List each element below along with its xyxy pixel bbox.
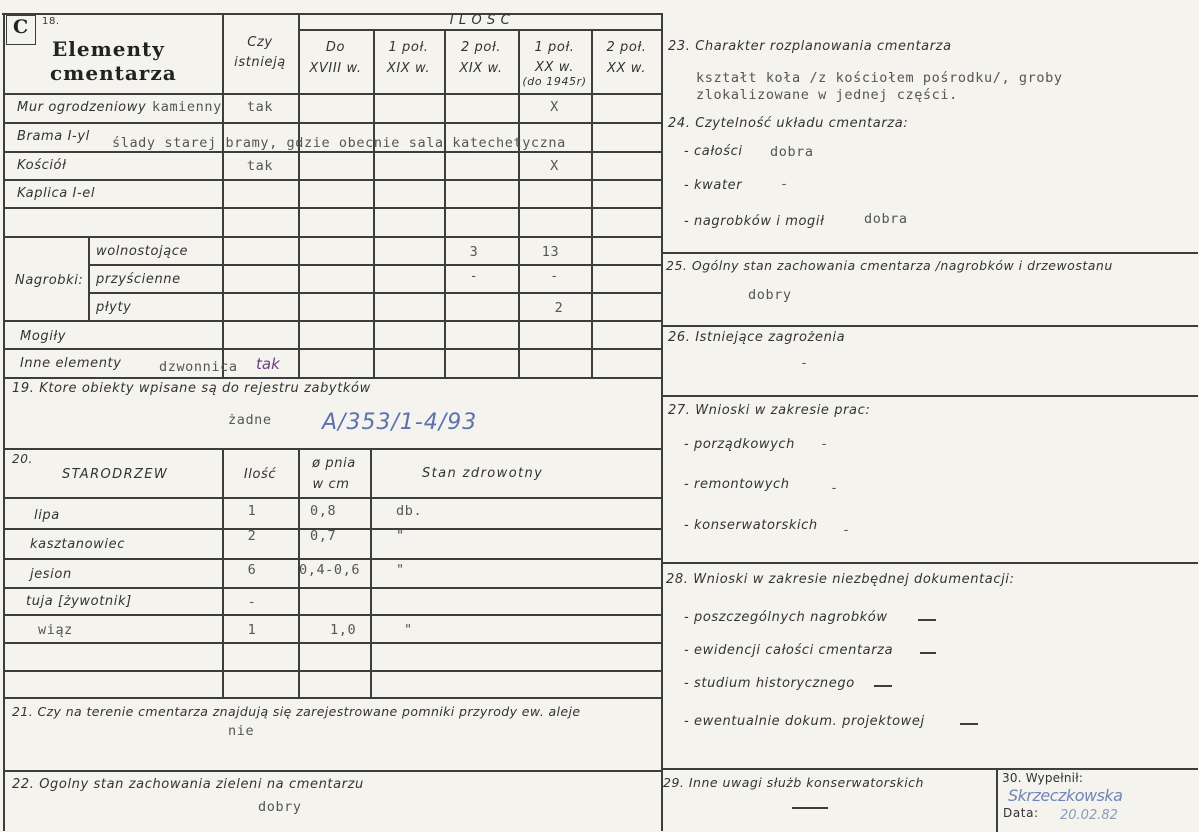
section-26-value: - xyxy=(800,355,809,371)
section-28-a: - poszczególnych nagrobków xyxy=(684,610,888,625)
col-1xx-header-1: 1 poł. xyxy=(534,40,575,55)
rule xyxy=(3,770,662,772)
section-23-value-line2: zlokalizowane w jednej części. xyxy=(696,87,958,103)
rule xyxy=(88,292,662,294)
col-1xx-header-3: (do 1945r) xyxy=(522,75,587,88)
rule xyxy=(662,252,1198,254)
tree-name: wiąz xyxy=(38,622,73,638)
section-30-date-label: Data: xyxy=(1003,806,1039,820)
rule xyxy=(996,768,998,832)
section-24-c-label: - nagrobków i mogił xyxy=(684,214,825,229)
rule xyxy=(3,207,662,209)
rule xyxy=(3,320,662,322)
col-2xx-header-2: XX w. xyxy=(607,61,646,76)
rule xyxy=(661,13,663,831)
row-przyscienne-1xx: - xyxy=(550,268,559,284)
row-przyscienne-2xix: - xyxy=(469,268,479,284)
section-26-label: 26. Istniejące zagrożenia xyxy=(668,330,846,345)
tree-diam: 0,8 xyxy=(310,503,337,519)
section-30-label: 30. Wypełnił: xyxy=(1002,771,1084,785)
rule xyxy=(3,122,662,124)
rule xyxy=(3,236,662,238)
tree-name: lipa xyxy=(34,508,60,523)
section-24-a-label: - całości xyxy=(684,144,743,159)
row-inne-exists: tak xyxy=(256,355,280,373)
section-27-b-value: - xyxy=(830,480,839,496)
section-27-c-value: - xyxy=(842,522,851,538)
col-exists-header-1: Czy xyxy=(247,35,273,50)
row-przyscienne-label: przyścienne xyxy=(96,272,181,287)
rule xyxy=(591,29,593,377)
rule xyxy=(662,395,1198,397)
section-20-col-name: STARODRZEW xyxy=(62,467,169,482)
section-25-label: 25. Ogólny stan zachowania cmentarza /nagrobków i drzewostanu xyxy=(666,258,1113,273)
tree-qty: 1 xyxy=(247,503,257,519)
col-xviii-header-1: Do xyxy=(325,40,346,55)
rule xyxy=(662,768,1198,770)
section-19-label: 19. Ktore obiekty wpisane są do rejestru zabytków xyxy=(12,381,371,396)
rule xyxy=(3,558,662,560)
section-24-b-value: - xyxy=(780,176,789,192)
section-21-label: 21. Czy na terenie cmentarza znajdują się zarejestrowane pomniki przyrody ew. aleje xyxy=(12,704,581,719)
card-letter: C xyxy=(13,16,30,38)
row-mur-material: kamienny xyxy=(152,99,222,115)
rule xyxy=(3,151,662,153)
tree-health: " xyxy=(396,528,405,544)
row-kosciol-label: Kościół xyxy=(17,158,67,173)
tree-name: kasztanowiec xyxy=(30,537,125,552)
rule xyxy=(3,448,662,450)
section-28-d: - ewentualnie dokum. projektowej xyxy=(684,714,925,729)
section-20-col-health: Stan zdrowotny xyxy=(422,466,544,481)
rule xyxy=(88,264,662,266)
row-wolnostojace-label: wolnostojące xyxy=(96,244,189,259)
section-28-b-dash xyxy=(920,652,936,654)
rule xyxy=(3,697,662,699)
row-mogily-label: Mogiły xyxy=(20,329,67,344)
rule xyxy=(662,562,1198,564)
row-plyty-1xx: 2 xyxy=(554,300,564,316)
section-23-value-line1: kształt koła /z kościołem pośrodku/, groby xyxy=(696,70,1063,86)
section-28-c: - studium historycznego xyxy=(684,676,855,691)
col-xviii-header-2: XVIII w. xyxy=(309,61,362,76)
col-2xix-header-2: XIX w. xyxy=(459,61,503,76)
rule xyxy=(370,448,372,697)
section-19-register-number: A/353/1-4/93 xyxy=(322,410,478,435)
rule xyxy=(662,325,1198,327)
rule xyxy=(3,670,662,672)
col-1xx-header-2: XX w. xyxy=(535,60,574,75)
section-18-number: 18. xyxy=(42,16,60,27)
rule xyxy=(88,236,90,320)
section-28-d-dash xyxy=(960,723,978,725)
rule xyxy=(3,179,662,181)
tree-qty: 2 xyxy=(247,528,257,544)
section-27-label: 27. Wnioski w zakresie prac: xyxy=(668,403,871,418)
row-inne-note: dzwonnica xyxy=(159,359,238,375)
section-28-a-dash xyxy=(918,619,936,621)
row-kosciol-1xx: X xyxy=(550,158,559,174)
section-24-b-label: - kwater xyxy=(684,178,743,193)
section-24-a-value: dobra xyxy=(770,144,814,160)
row-plyty-label: płyty xyxy=(96,300,132,315)
section-23-label: 23. Charakter rozplanowania cmentarza xyxy=(668,39,952,54)
row-brama-note: ślady starej bramy, gdzie obecnie sala katechetyczna xyxy=(112,135,566,151)
row-mur-label: Mur ogrodzeniowy xyxy=(17,100,147,115)
rule xyxy=(3,377,662,379)
section-22-label: 22. Ogolny stan zachowania zieleni na cmentarzu xyxy=(12,777,364,792)
section-18-title-line2: cmentarza xyxy=(50,61,177,85)
tree-qty: 6 xyxy=(247,562,257,578)
tree-health: " xyxy=(404,622,413,638)
row-wolnostojace-1xx: 13 xyxy=(541,244,560,260)
section-29-dash xyxy=(792,807,828,809)
section-24-label: 24. Czytelność układu cmentarza: xyxy=(668,116,909,131)
section-18-title-line1: Elementy xyxy=(52,37,165,61)
tree-diam: 0,4-0,6 xyxy=(299,562,361,578)
col-2xix-header-1: 2 poł. xyxy=(460,40,502,55)
row-brama-label: Brama I-yl xyxy=(17,129,90,144)
section-27-a-label: - porządkowych xyxy=(684,437,796,452)
col-2xx-header-1: 2 poł. xyxy=(606,40,647,55)
row-mur-1xx: X xyxy=(550,99,559,115)
rule xyxy=(3,642,662,644)
rule xyxy=(3,13,5,831)
section-28-c-dash xyxy=(874,685,892,687)
row-kaplica-label: Kaplica I-el xyxy=(17,186,96,201)
section-27-b-label: - remontowych xyxy=(684,477,790,492)
section-21-value: nie xyxy=(228,723,255,739)
section-30-date: 20.02.82 xyxy=(1060,808,1118,823)
rule xyxy=(3,614,662,616)
section-20-col-diam-1: ø pnia xyxy=(312,456,356,471)
section-28-label: 28. Wnioski w zakresie niezbędnej dokumentacji: xyxy=(666,572,1015,587)
section-30-signature: Skrzeczkowska xyxy=(1008,786,1123,805)
rule xyxy=(3,93,662,95)
section-19-value: żadne xyxy=(228,412,272,428)
rule xyxy=(3,348,662,350)
section-29-label: 29. Inne uwagi służb konserwatorskich xyxy=(663,775,924,790)
section-27-c-label: - konserwatorskich xyxy=(684,518,818,533)
section-20-col-qty: Ilość xyxy=(243,467,277,482)
rule xyxy=(3,587,662,589)
section-22-value: dobry xyxy=(258,799,302,815)
col-1xix-header-2: XIX w. xyxy=(386,61,431,76)
row-inne-label: Inne elementy xyxy=(20,356,122,371)
tree-health: db. xyxy=(396,503,423,519)
section-20-number: 20. xyxy=(12,452,33,466)
ilosc-header: I L O S C xyxy=(449,13,511,28)
tree-diam: 1,0 xyxy=(330,622,357,638)
tree-name: tuja [żywotnik] xyxy=(26,594,132,609)
row-wolnostojace-2xix: 3 xyxy=(469,244,479,260)
row-mur-exists: tak xyxy=(246,99,274,115)
col-1xix-header-1: 1 poł. xyxy=(388,40,429,55)
section-25-value: dobry xyxy=(748,287,792,303)
row-kosciol-exists: tak xyxy=(246,158,274,174)
rule xyxy=(298,29,662,31)
col-exists-header-2: istnieją xyxy=(234,55,286,70)
tree-qty: - xyxy=(247,594,257,610)
section-20-col-diam-2: w cm xyxy=(312,477,350,492)
rule xyxy=(3,497,662,499)
rule xyxy=(444,29,446,377)
row-nagrobki-label: Nagrobki: xyxy=(15,273,84,288)
section-27-a-value: - xyxy=(820,436,829,452)
rule xyxy=(373,29,375,377)
tree-name: jesion xyxy=(30,567,72,582)
section-24-c-value: dobra xyxy=(864,211,908,227)
tree-health: " xyxy=(396,562,405,578)
section-28-b: - ewidencji całości cmentarza xyxy=(684,643,894,658)
tree-qty: 1 xyxy=(247,622,257,638)
tree-diam: 0,7 xyxy=(310,528,337,544)
